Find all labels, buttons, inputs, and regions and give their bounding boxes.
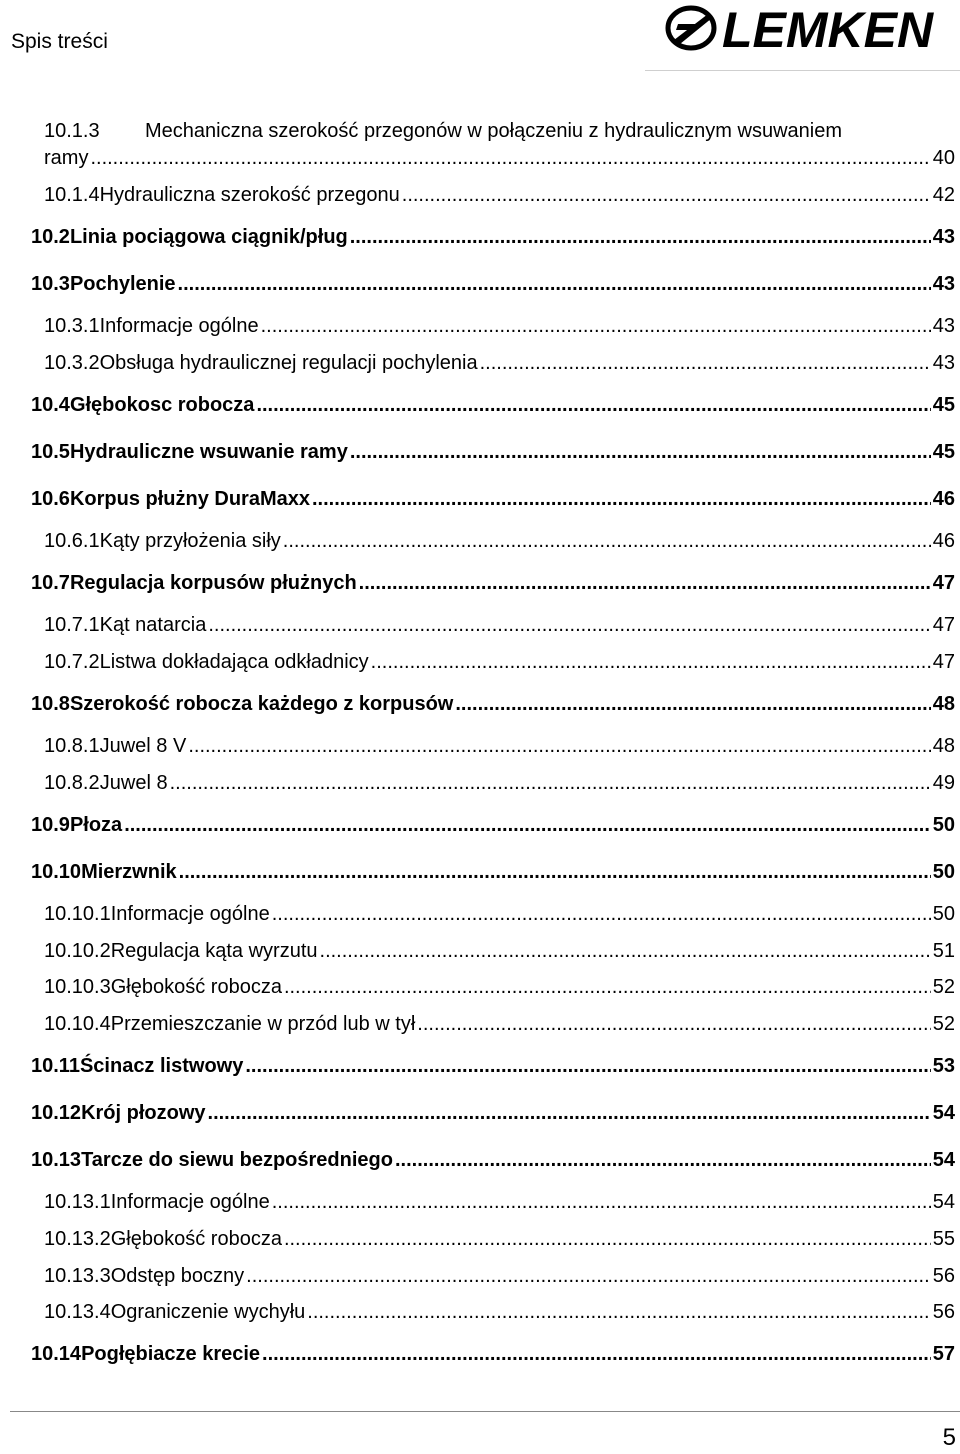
toc-entry-page: 47: [932, 572, 955, 594]
toc-entry-page: 54: [932, 1191, 955, 1213]
toc-dot-leader: [178, 271, 931, 297]
toc-dot-leader: [261, 313, 931, 339]
toc-entry-title: Obsługa hydraulicznej regulacji pochylenia: [99, 352, 478, 374]
toc-entry[interactable]: [44, 350, 955, 376]
toc-entry-number: 10.1.3: [44, 120, 100, 142]
toc-entry[interactable]: [44, 313, 955, 339]
toc-entry-title: Pochylenie: [69, 273, 176, 295]
toc-entry[interactable]: [44, 1263, 955, 1289]
toc-dot-leader: [179, 859, 931, 885]
toc-entry-page: 43: [932, 273, 955, 295]
toc-entry-number: 10.10.2: [44, 940, 111, 962]
toc-entry-title: Głębokość robocza: [110, 976, 282, 998]
toc-entry[interactable]: [31, 812, 955, 838]
toc-entry[interactable]: [31, 439, 955, 465]
toc-entry-number: 10.10.1: [44, 903, 111, 925]
toc-entry-number: 10.8: [31, 693, 70, 715]
toc-entry[interactable]: [44, 1011, 955, 1037]
toc-entry-title: Mierzwnik: [81, 861, 177, 883]
footer-divider: [10, 1411, 960, 1412]
toc-entry-number: 10.13.1: [44, 1191, 111, 1213]
toc-dot-leader: [283, 528, 931, 554]
toc-entry-page: 43: [932, 315, 955, 337]
toc-entry-number: 10.3.1: [44, 315, 100, 337]
toc-entry-page: 47: [932, 614, 955, 636]
toc-entry-number: 10.13: [31, 1149, 82, 1171]
toc-entry-title: Tarcze do siewu bezpośredniego: [81, 1149, 393, 1171]
toc-entry-title: Juwel 8: [99, 772, 168, 794]
toc-dot-leader: [188, 733, 930, 759]
toc-entry-page: 45: [932, 441, 955, 463]
toc-entry[interactable]: [44, 733, 955, 759]
toc-entry-title: Głębokosc robocza: [69, 394, 255, 416]
toc-entry[interactable]: [44, 901, 955, 927]
toc-entry-page: 40: [932, 147, 955, 169]
toc-entry[interactable]: [44, 974, 955, 1000]
toc-entry-title: Regulacja kąta wyrzutu: [110, 940, 318, 962]
toc-entry[interactable]: [44, 612, 955, 638]
toc-entry-number: 10.2: [31, 226, 70, 248]
toc-entry-page: 54: [932, 1102, 955, 1124]
toc-entry-page: 50: [932, 814, 955, 836]
toc-dot-leader: [371, 649, 931, 675]
toc-entry[interactable]: [31, 859, 955, 885]
lemken-logo-text: LEMKEN: [722, 2, 934, 56]
toc-entry-title: Ścinacz listwowy: [79, 1055, 244, 1077]
toc-entry-title: Ograniczenie wychyłu: [110, 1301, 306, 1323]
toc-entry[interactable]: [31, 224, 955, 250]
page-number: 5: [942, 1424, 956, 1451]
toc-entry-page: 56: [932, 1301, 955, 1323]
toc-entry-title: Pogłębiacze krecie: [81, 1343, 261, 1365]
toc-dot-leader: [307, 1299, 930, 1325]
toc-entry-number: 10.8.1: [44, 735, 100, 757]
toc-dot-leader: [124, 812, 931, 838]
toc-entry-number: 10.1.4: [44, 184, 100, 206]
toc-entry-title: Linia pociągowa ciągnik/pług: [69, 226, 348, 248]
toc-dot-leader: [395, 1147, 931, 1173]
toc-entry[interactable]: [31, 691, 955, 717]
toc-entry-number: 10.7.1: [44, 614, 100, 636]
toc-entry-title: Kąt natarcia: [99, 614, 207, 636]
toc-entry-number: 10.3.2: [44, 352, 100, 374]
toc-entry-number: 10.12: [31, 1102, 82, 1124]
toc-entry-title: Korpus płużny DuraMaxx: [69, 488, 310, 510]
toc-entry-number: 10.13.4: [44, 1301, 111, 1323]
toc-entry-title: Krój płozowy: [81, 1102, 206, 1124]
toc-dot-leader: [262, 1341, 931, 1367]
toc-entry-number: 10.3: [31, 273, 70, 295]
toc-entry[interactable]: [31, 570, 955, 596]
toc-entry[interactable]: [31, 271, 955, 297]
toc-dot-leader: [90, 145, 930, 171]
toc-entry-page: 43: [932, 226, 955, 248]
toc-entry-page: 45: [932, 394, 955, 416]
toc-entry-number: 10.4: [31, 394, 70, 416]
toc-entry-title: Hydrauliczne wsuwanie ramy: [69, 441, 348, 463]
toc-entry-page: 49: [932, 772, 955, 794]
toc-dot-leader: [284, 1226, 931, 1252]
toc-entry-page: 55: [932, 1228, 955, 1250]
toc-entry-page: 50: [932, 903, 955, 925]
toc-entry-page: 50: [932, 861, 955, 883]
toc-entry[interactable]: [31, 1100, 955, 1126]
toc-entry-first-continuation[interactable]: [44, 145, 955, 171]
toc-entry-number: 10.10.3: [44, 976, 111, 998]
toc-entry-page: 57: [932, 1343, 955, 1365]
toc-entry-number: 10.6: [31, 488, 70, 510]
toc-entry-page: 42: [932, 184, 955, 206]
toc-entry-number: 10.10: [31, 861, 82, 883]
toc-entry[interactable]: [44, 182, 955, 208]
toc-entry-title: Przemieszczanie w przód lub w tył: [110, 1013, 416, 1035]
toc-entry-title: Szerokość robocza każdego z korpusów: [69, 693, 454, 715]
toc-entry[interactable]: [31, 1147, 955, 1173]
toc-dot-leader: [284, 974, 931, 1000]
toc-entry-page: 47: [932, 651, 955, 673]
toc-dot-leader: [208, 612, 930, 638]
toc-dot-leader: [359, 570, 931, 596]
toc-entry-number: 10.5: [31, 441, 70, 463]
toc-dot-leader: [272, 1189, 931, 1215]
toc-entry-title: Płoza: [69, 814, 123, 836]
toc-entry-page: 53: [932, 1055, 955, 1077]
toc-entry[interactable]: [44, 938, 955, 964]
toc-entry-page: 46: [932, 530, 955, 552]
toc-entry[interactable]: [31, 392, 955, 418]
toc-entry-title: Kąty przyłożenia siły: [99, 530, 281, 552]
toc-dot-leader: [417, 1011, 930, 1037]
toc-dot-leader: [402, 182, 931, 208]
toc-entry-title-continued: ramy: [44, 147, 89, 169]
toc-dot-leader: [312, 486, 931, 512]
toc-entry[interactable]: [31, 1053, 955, 1079]
toc-entry-page: 46: [932, 488, 955, 510]
toc-entry-number: 10.11: [31, 1055, 80, 1077]
toc-entry-title: Informacje ogólne: [110, 1191, 270, 1213]
toc-entry-number: 10.6.1: [44, 530, 100, 552]
toc-entry-number: 10.13.2: [44, 1228, 111, 1250]
toc-entry[interactable]: [44, 1226, 955, 1252]
toc-dot-leader: [350, 439, 931, 465]
toc-entry-title: Informacje ogólne: [99, 315, 259, 337]
toc-entry-page: 54: [932, 1149, 955, 1171]
toc-entry-number: 10.13.3: [44, 1265, 111, 1287]
toc-entry-page: 48: [932, 693, 955, 715]
toc-entry-page: 51: [932, 940, 955, 962]
toc-entry[interactable]: [44, 770, 955, 796]
toc-dot-leader: [320, 938, 931, 964]
toc-entry[interactable]: [44, 1189, 955, 1215]
toc-dot-leader: [246, 1263, 931, 1289]
toc-entry-number: 10.10.4: [44, 1013, 111, 1035]
toc-entry[interactable]: [31, 1341, 955, 1367]
toc-entry-title: Juwel 8 V: [99, 735, 187, 757]
toc-dot-leader: [245, 1053, 930, 1079]
toc-entry-first-line[interactable]: [44, 118, 842, 144]
toc-entry-page: 52: [932, 1013, 955, 1035]
toc-dot-leader: [455, 691, 930, 717]
toc-entry-number: 10.14: [31, 1343, 82, 1365]
toc-dot-leader: [256, 392, 930, 418]
toc-entry-title: Hydrauliczna szerokość przegonu: [99, 184, 400, 206]
toc-entry-page: 56: [932, 1265, 955, 1287]
toc-entry-page: 48: [932, 735, 955, 757]
toc-entry-title: Głębokość robocza: [110, 1228, 282, 1250]
toc-dot-leader: [272, 901, 931, 927]
toc-dot-leader: [208, 1100, 931, 1126]
toc-entry-number: 10.9: [31, 814, 70, 836]
toc-entry-title: Informacje ogólne: [110, 903, 270, 925]
toc-entry[interactable]: [44, 528, 955, 554]
toc-entry-number: 10.7: [31, 572, 70, 594]
toc-dot-leader: [170, 770, 931, 796]
toc-entry-title: Listwa dokładająca odkładnicy: [99, 651, 369, 673]
toc-entry[interactable]: [44, 649, 955, 675]
page-header-title: Spis treści: [11, 30, 108, 53]
toc-dot-leader: [350, 224, 931, 250]
toc-dot-leader: [480, 350, 931, 376]
toc-entry[interactable]: [31, 486, 955, 512]
toc-entry-number: 10.7.2: [44, 651, 100, 673]
toc-entry-page: 52: [932, 976, 955, 998]
toc-entry-title: Regulacja korpusów płużnych: [69, 572, 357, 594]
toc-entry-title: Mechaniczna szerokość przegonów w połączeniu z hydraulicznym wsuwaniem: [145, 120, 842, 142]
toc-entry-title: Odstęp boczny: [110, 1265, 245, 1287]
toc-entry-page: 43: [932, 352, 955, 374]
toc-entry[interactable]: [44, 1299, 955, 1325]
toc-entry-number: 10.8.2: [44, 772, 100, 794]
